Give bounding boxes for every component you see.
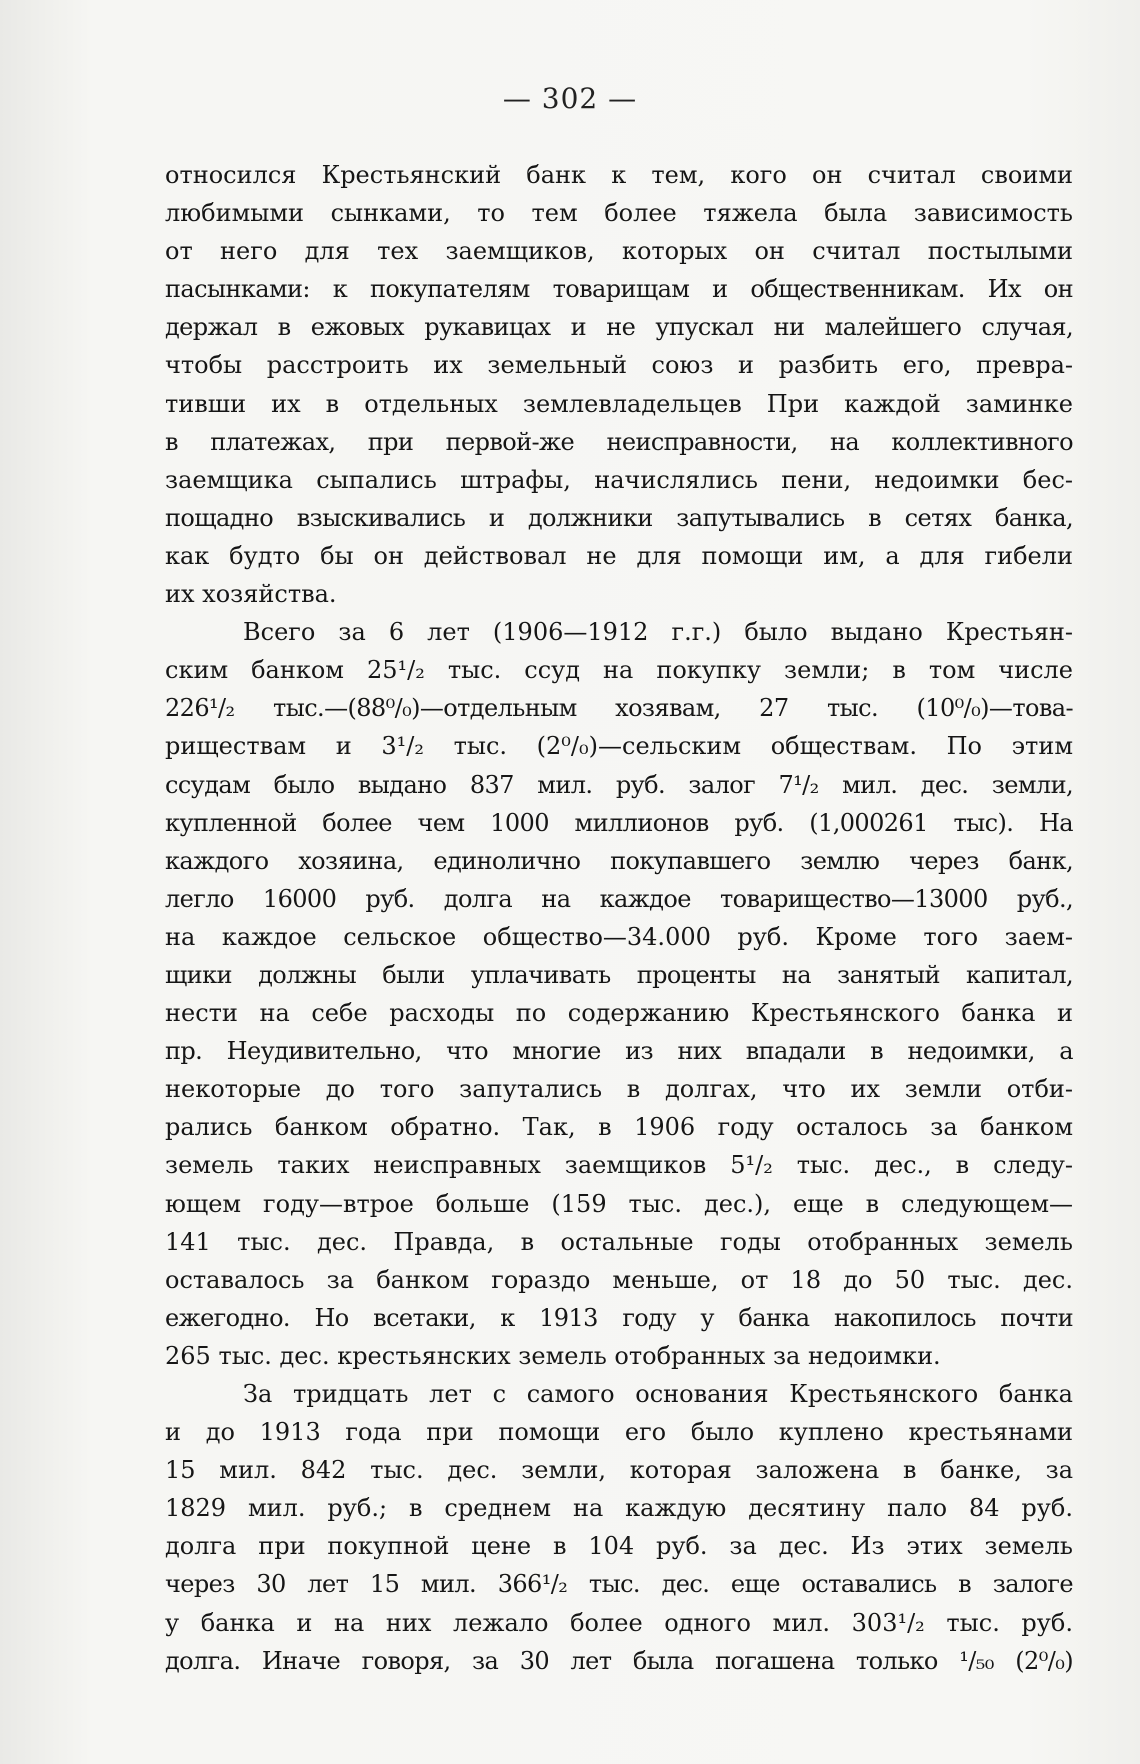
text-line: 265 тыс. дес. крестьянских земель отобранных за недоимки. bbox=[165, 1341, 941, 1370]
text-line: в платежах, при первой-же неисправности, на коллективного bbox=[165, 427, 1073, 456]
text-line: 15 мил. 842 тыс. дес. земли, которая заложена в банке, за bbox=[165, 1456, 1073, 1485]
text-line: держал в ежовых рукавицах и не упускал ни малейшего случая, bbox=[165, 313, 1073, 342]
text-line: ющем году—втрое больше (159 тыс. дес.), еще в следующем— bbox=[165, 1189, 1073, 1218]
text-line: пр. Неудивительно, что многие из них впадали в недоимки, а bbox=[165, 1037, 1073, 1066]
text-line: легло 16000 руб. долга на каждое товарищество—13000 руб., bbox=[165, 884, 1073, 913]
text-line: ежегодно. Но всетаки, к 1913 году у банка накопилось почти bbox=[165, 1303, 1073, 1332]
text-line: их хозяйства. bbox=[165, 580, 337, 609]
text-line: рались банком обратно. Так, в 1906 году осталось за банком bbox=[165, 1113, 1073, 1142]
text-line: каждого хозяина, единолично покупавшего землю через банк, bbox=[165, 846, 1073, 875]
text-line: заемщика сыпались штрафы, начислялись пени, недоимки бес- bbox=[165, 465, 1073, 494]
text-line: нести на себе расходы по содержанию Крестьянского банка и bbox=[165, 999, 1073, 1028]
text-line: как будто бы он действовал не для помощи им, а для гибели bbox=[165, 541, 1073, 570]
text-line: щики должны были уплачивать проценты на занятый капитал, bbox=[165, 960, 1073, 989]
text-line: чтобы расстроить их земельный союз и разбить его, превра- bbox=[165, 351, 1073, 380]
text-line: относился Крестьянский банк к тем, кого он считал своими bbox=[165, 161, 1073, 189]
paragraph-3 bbox=[165, 1375, 1073, 1680]
text-line: пасынками: к покупателям товарищам и общественникам. Их он bbox=[165, 275, 1073, 304]
text-line: Всего за 6 лет (1906—1912 г.г.) было выдано Крестьян- bbox=[243, 618, 1073, 647]
text-line: на каждое сельское общество—34.000 руб. Кроме того заем- bbox=[165, 922, 1073, 951]
text-line: купленной более чем 1000 миллионов руб. (1,000261 тыс). На bbox=[165, 808, 1073, 837]
paragraph-1 bbox=[165, 156, 1073, 613]
text-line: у банка и на них лежало более одного мил. 303¹/₂ тыс. руб. bbox=[165, 1608, 1073, 1637]
text-line: от него для тех заемщиков, которых он считал постылыми bbox=[165, 237, 1073, 266]
text-line: любимыми сынками, то тем более тяжела была зависимость bbox=[165, 199, 1073, 228]
text-line: и до 1913 года при помощи его было куплено крестьянами bbox=[165, 1418, 1073, 1447]
text-line: земель таких неисправных заемщиков 5¹/₂ тыс. дес., в следу- bbox=[165, 1151, 1073, 1180]
text-line: через 30 лет 15 мил. 366¹/₂ тыс. дес. еще оставались в залоге bbox=[165, 1570, 1073, 1599]
paragraph-2 bbox=[165, 613, 1073, 1375]
text-line: риществам и 3¹/₂ тыс. (2⁰/₀)—сельским обществам. По этим bbox=[165, 732, 1073, 761]
text-line: некоторые до того запутались в долгах, что их земли отби- bbox=[165, 1075, 1073, 1104]
text-line: долга. Иначе говоря, за 30 лет была погашена только ¹/₅₀ (2⁰/₀) bbox=[165, 1646, 1073, 1675]
page-number: — 302 — bbox=[502, 82, 638, 115]
text-line: 141 тыс. дес. Правда, в остальные годы отобранных земель bbox=[165, 1227, 1073, 1256]
text-line: 1829 мил. руб.; в среднем на каждую десятину пало 84 руб. bbox=[165, 1494, 1073, 1523]
text-line: ским банком 25¹/₂ тыс. ссуд на покупку земли; в том числе bbox=[165, 656, 1073, 685]
body-text bbox=[165, 156, 1073, 1680]
text-line: долга при покупной цене в 104 руб. за дес. Из этих земель bbox=[165, 1532, 1073, 1561]
text-line: пощадно взыскивались и должники запутывались в сетях банка, bbox=[165, 503, 1073, 532]
text-line: За тридцать лет с самого основания Крестьянского банка bbox=[243, 1380, 1073, 1408]
text-line: ссудам было выдано 837 мил. руб. залог 7¹/₂ мил. дес. земли, bbox=[165, 770, 1073, 799]
text-line: тивши их в отдельных землевладельцев При каждой заминке bbox=[165, 389, 1073, 418]
text-line: оставалось за банком гораздо меньше, от 18 до 50 тыс. дес. bbox=[165, 1265, 1073, 1294]
text-line: 226¹/₂ тыс.—(88⁰/₀)—отдельным хозявам, 27 тыс. (10⁰/₀)—това- bbox=[165, 694, 1073, 723]
